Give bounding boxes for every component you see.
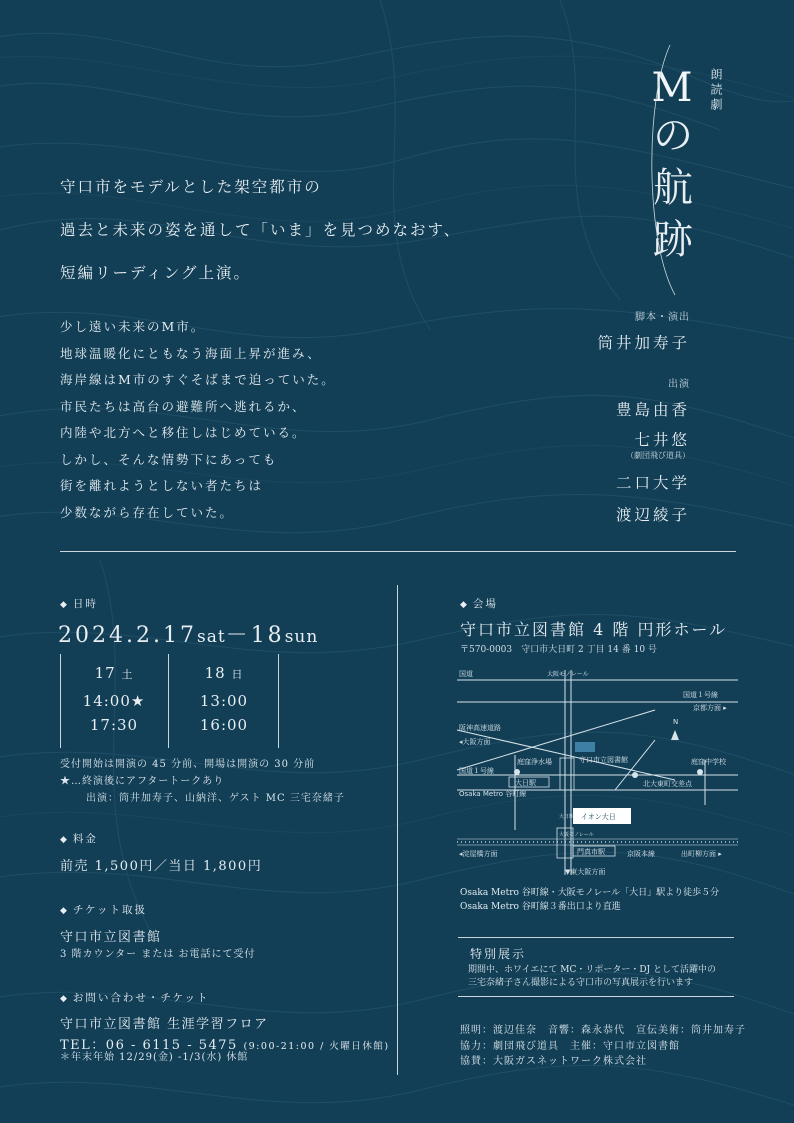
- lead-line: 短編リーディング上演。: [60, 264, 251, 282]
- map-label: 大阪モノレール: [559, 832, 594, 838]
- schedule-note: 受付開始は開演の 45 分前、開場は開演の 30 分前: [60, 759, 316, 770]
- staff-credits: [460, 1023, 746, 1070]
- venue-heading: ◆ 会場: [460, 598, 498, 610]
- day1-time: 17:30: [89, 716, 139, 734]
- special-text: [468, 964, 716, 990]
- story-text: [60, 314, 460, 526]
- title-char-ko: 航: [653, 165, 693, 211]
- map-label: 国道１号線: [683, 691, 718, 699]
- special-bottom-rule: [458, 996, 734, 997]
- day1-time: 14:00★: [82, 692, 146, 710]
- column-divider: [397, 585, 398, 1075]
- special-line: 期間中、ホワイエにて MC・リポーター・DJ として活躍中の: [468, 965, 717, 975]
- table-rule: [168, 654, 169, 748]
- venue-address: 〒570-0003 守口市大日町 2 丁目 14 番 10 号: [460, 645, 657, 655]
- map-label: ◂大阪方面: [459, 738, 491, 746]
- venue-name: 守口市立図書館 4 階 円形ホール: [460, 620, 728, 639]
- cast-role: 出演: [668, 379, 690, 390]
- map-label: 京都方面 ▸: [693, 704, 727, 712]
- contact-heading: ◆ お問い合わせ・チケット: [60, 992, 210, 1004]
- cast-note: （劇団飛び道具）: [626, 451, 690, 460]
- day2-time: 13:00: [199, 692, 249, 710]
- story-line: 海岸線はM市のすぐそばまで迫っていた。: [60, 372, 336, 387]
- schedule-note: 出演：筒井加寿子、山納洋、ゲスト MC 三宅奈緒子: [86, 793, 345, 804]
- section-divider: [60, 551, 736, 552]
- venue-access: [460, 886, 719, 914]
- schedule-heading: ◆ 日時: [60, 598, 98, 610]
- map-label: 庭窪浄水場: [517, 758, 552, 766]
- special-top-rule: [458, 937, 734, 938]
- story-line: 地球温暖化にともなう海面上昇が進み、: [60, 345, 322, 361]
- story-line: 街を離れようとしない者たちは: [60, 478, 264, 493]
- cast-name: 七井悠: [634, 431, 690, 449]
- lead-line: 過去と未来の姿を通して「いま」を見つめなおす、: [60, 221, 462, 239]
- cast-name: 二口大学: [615, 474, 690, 492]
- genre-label: 朗読劇: [709, 68, 723, 113]
- title-char-m: M: [651, 65, 695, 111]
- table-rule: [60, 654, 61, 748]
- day1-head: 17 土: [94, 664, 134, 682]
- script-role: 脚本・演出: [635, 312, 690, 323]
- map-label: 門真市駅: [577, 848, 605, 856]
- map-label: 庭窪中学校: [691, 758, 726, 766]
- special-heading: 特別展示: [470, 947, 527, 961]
- staff-line: 照明：渡辺佳奈 音響：森永恭代 宣伝美術：筒井加寿子: [460, 1025, 746, 1036]
- title-char-seki: 跡: [653, 217, 693, 263]
- staff-line: 協力：劇団飛び道具 主催：守口市立図書館: [460, 1040, 680, 1052]
- title-char-no: の: [653, 113, 693, 159]
- story-line: しかし、そんな情勢下にあっても: [60, 451, 278, 467]
- access-line: Osaka Metro 谷町線・大阪モノレール「大日」駅より徒歩５分: [460, 888, 720, 898]
- fee-heading: ◆ 料金: [60, 833, 98, 845]
- day2-time: 16:00: [199, 716, 249, 734]
- map-label: イオン大日: [581, 813, 616, 821]
- staff-line: 協賛：大阪ガスネットワーク株式会社: [460, 1056, 647, 1067]
- map-label: 大日駅: [559, 814, 575, 820]
- cast-name: 豊島由香: [615, 401, 690, 419]
- access-line: Osaka Metro 谷町線３番出口より直進: [460, 902, 621, 912]
- date-range: 2024.2.17sat－18sun: [58, 623, 319, 648]
- story-line: 内陸や北方へと移住しはじめている。: [60, 425, 307, 440]
- story-line: 少し遠い未来のM市。: [60, 319, 206, 334]
- map-label: 守口市立図書館: [579, 756, 628, 764]
- map-label: 国道１号線: [459, 767, 494, 775]
- map-label: 出町柳方面 ▸: [681, 850, 722, 858]
- special-line: 三宅奈緒子さん撮影による守口市の写真展示を行います: [468, 978, 694, 988]
- contact-holiday: ＊年末年始 12/29(金) -1/3(水) 休館: [60, 1052, 249, 1063]
- map-label: 阪神高速道路: [459, 724, 501, 732]
- lead-copy: [60, 166, 580, 295]
- library-marker: [575, 742, 595, 752]
- map-label: N: [673, 718, 679, 726]
- tickets-place: 守口市立図書館: [60, 930, 162, 945]
- map-label: 大阪モノレール: [547, 671, 589, 678]
- contact-place: 守口市立図書館 生涯学習フロア: [60, 1017, 269, 1032]
- schedule-notes: [60, 756, 390, 807]
- schedule-note: ★…終演後にアフタートークあり: [60, 776, 225, 787]
- cast-name: 渡辺綾子: [615, 506, 690, 524]
- map-label: 大日駅: [515, 779, 536, 787]
- table-rule: [278, 654, 279, 748]
- tickets-detail: 3 階カウンター または お電話にて受付: [60, 949, 256, 960]
- map-label: ◂淀屋橋方面: [459, 850, 498, 858]
- story-line: 少数ながら存在していた。: [60, 504, 235, 520]
- script-name: 筒井加寿子: [597, 334, 690, 352]
- map-label: 京阪本線: [627, 850, 655, 858]
- title-arc: [640, 40, 680, 300]
- map-label: 国道: [459, 670, 473, 678]
- credits: [490, 308, 690, 525]
- access-map: [455, 660, 740, 882]
- fee-text: 前売 1,500円／当日 1,800円: [60, 859, 263, 874]
- map-label: ▼東大阪方面: [565, 868, 606, 876]
- map-label: 北大東町交差点: [643, 780, 692, 788]
- tickets-heading: ◆ チケット取扱: [60, 904, 147, 916]
- map-label: Osaka Metro 谷町線: [459, 790, 527, 798]
- story-line: 市民たちは高台の避難所へ逃れるか、: [60, 398, 307, 414]
- lead-line: 守口市をモデルとした架空都市の: [60, 178, 322, 196]
- day2-head: 18 日: [204, 664, 244, 682]
- contact-tel: TEL：06 - 6115 - 5475 (9:00-21:00 / 火曜日休館): [60, 1038, 390, 1053]
